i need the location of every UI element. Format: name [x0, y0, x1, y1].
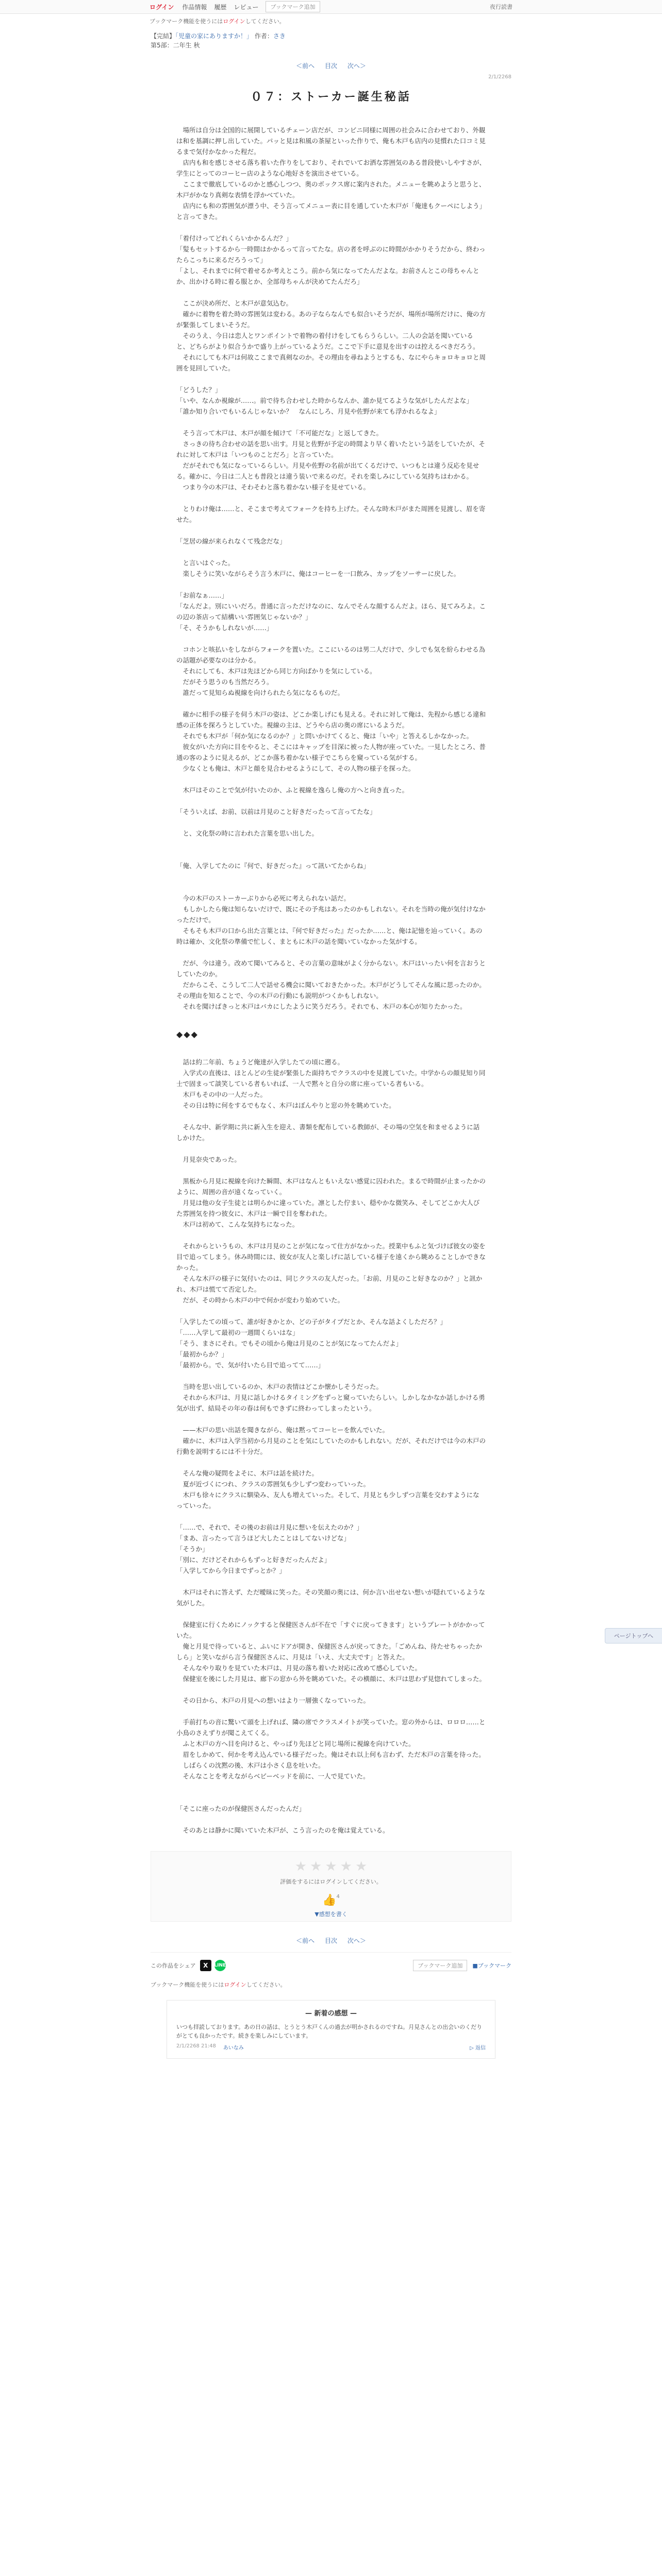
paragraph-gap [176, 1230, 486, 1241]
paragraph: だがそう思うのも当然だろう。 [176, 678, 273, 686]
paragraph: 「着付けってどれくらいかかるんだ？」 [176, 234, 293, 242]
paragraph-gap [176, 287, 486, 298]
next-link-bottom[interactable]: 次へ＞ [347, 1937, 366, 1944]
footer-bar [151, 1952, 511, 1971]
novel-meta [151, 31, 511, 50]
paragraph: そもそも木戸の口から出た言葉とは、『何で好きだった』だったか……と、俺は記憶を辿っていく。あの時は確か、文化祭の準備で忙しく、まともに木戸の話を聞いていなかった気がする。 [176, 927, 483, 945]
paragraph: もしかしたら俺は知らないだけで、既にその予兆はあったのかもしれない。それを当時の俺が気付けなかっただけで。 [176, 905, 486, 924]
paragraph: 「入学してから今日までずっとか？」 [176, 1567, 286, 1574]
paragraph: 確かに、木戸は入学当初から月見のことを気にしていたのかもしれない。だが、それだけでは今の木戸の行動を説明するには不十分だ。 [176, 1437, 486, 1455]
paragraph-gap [176, 1111, 486, 1122]
paragraph: さっきの待ち合わせの話を思い出す。月見と佐野が予定の時間より早く着いたという話をしていたが、それに対して木戸は「いつものことだろ」と言っていた。 [176, 440, 486, 459]
paragraph: 場所は自分は全国的に展開しているチェーン店だが、コンビニ同様に周囲の社会みに合わせており、外観は和を基調に押し出していた。パッと見は和風の茶屋といった作りで、俺も木戸も店内の見慣れた口コミ見るまで気付かなかった程だ。 [176, 126, 486, 156]
paragraph: 「まあ、言ったって言うほど大したことはしてないけどな」 [176, 1534, 351, 1542]
next-link[interactable]: 次へ＞ [347, 62, 366, 70]
paragraph: 木戸はそのことで気が付いたのか、ふと視線を逸らし俺の方へと向き直った。 [176, 786, 409, 794]
prev-link[interactable]: ＜前へ [296, 62, 315, 70]
paragraph: 手前打ちの音に驚いて頭を上げれば、隣の席でクラスメイトが笑っていた。窓の外からは、ロロロ……と小鳥のさえずりが聞こえてくる。 [176, 1718, 486, 1737]
paragraph: それからというもの、木戸は月見のことが気になって仕方がなかった。授業中もふと気づけば彼女の姿を目で追ってしまう。休み時間には、彼女が友人と楽しげに話している様子を遠くから眺めることしかできなかった。 [176, 1242, 486, 1272]
paragraph: 月見奈央であった。 [176, 1156, 241, 1163]
scene-separator: ◆◆◆ [176, 1029, 198, 1039]
nav-history[interactable]: 履歴 [214, 3, 227, 11]
paragraph: だからこそ、こうして二人で話せる機会に聞いておきたかった。木戸がどうしてそんな風に思ったのか。その理由を知ることで、今の木戸の行動にも説明がつくかもしれない。 [176, 981, 486, 999]
paragraph: 「最初からか？」 [176, 1350, 228, 1358]
paragraph: 木戸はそれに答えず、ただ曖昧に笑った。その笑顔の奥には、何か言い出せない想いが隠れているような気がした。 [176, 1588, 486, 1607]
paragraph: ——木戸の思い出話を聞きながら、俺は黙ってコーヒーを飲んでいた。 [176, 1426, 389, 1434]
star-icon[interactable]: ★ [325, 1859, 337, 1874]
line-share-icon[interactable]: LINE [214, 1960, 226, 1971]
star-icon[interactable]: ★ [310, 1859, 322, 1874]
paragraph: 「……で、それで、その後のお前は月見に想いを伝えたのか？」 [176, 1523, 363, 1531]
paragraph: 楽しそうに笑いながらそう言う木戸に、俺はコーヒーを一口飲み、カップをソーサーに戻した。 [176, 570, 460, 578]
latest-review-reply[interactable]: ▷ 返信 [470, 2045, 486, 2051]
page-top-button[interactable]: ページトップへ [605, 1628, 662, 1643]
paragraph: とりわけ俺は……と、そこまで考えてフォークを持ち上げた。そんな時木戸がまた周囲を見渡し、眉を寄せた。 [176, 505, 486, 523]
paragraph: そんなやり取りを見ていた木戸は、月見の落ち着いた対応に改めて感心していた。 [176, 1664, 422, 1672]
x-share-icon[interactable]: X [200, 1960, 211, 1971]
paragraph: そのうえ、今日は恋人とワンポイントで着物の着付けをしてもらうらしい。二人の会話を聞いていると、どちらがより似合うかで盛り上がっているようだ。ここで下手に意見を出すのは控えるべきだろう。 [176, 332, 479, 350]
thanks-button[interactable] [151, 1894, 511, 1907]
paragraph: 「芝居の線が来られなくて残念だな」 [176, 537, 286, 545]
paragraph-gap [176, 1414, 486, 1425]
paragraph: ここが決め所だ、と木戸が意気込む。 [176, 299, 293, 307]
author-label: 作者： [254, 32, 273, 40]
paragraph: そう言って木戸は、木戸が顔を傾けて「不可能だな」と返してきた。 [176, 429, 383, 437]
novel-body [151, 125, 511, 1836]
paragraph: それにしても、木戸は先ほどから同じ方向ばかりを気にしている。 [176, 667, 376, 675]
paragraph: 黒板から月見に視線を向けた瞬間、木戸はなんともいえない感覚に囚われた。まるで時間が止まったかのように、周囲の音が遠くなっていく。 [176, 1177, 486, 1196]
star-icon[interactable]: ★ [294, 1859, 307, 1874]
paragraph-gap [176, 1306, 486, 1316]
paragraph-gap [176, 1684, 486, 1695]
paragraph: だが、その時から木戸の中で何かが変わり始めていた。 [176, 1296, 344, 1304]
paragraph: そんな中、新学期に共に新入生を迎え、書類を配布している教師が、その場の空気を和ませるように話しかけた。 [176, 1123, 480, 1142]
paragraph-gap [176, 633, 486, 644]
rating-stars [151, 1859, 511, 1874]
paragraph-gap [176, 547, 486, 557]
paragraph-gap [176, 1608, 486, 1619]
share-label: この作品をシェア [151, 1962, 196, 1969]
paragraph: 保健室に行くためにノックすると保健医さんが不在で「すぐに戻ってきます」というプレートがかかっていた。 [176, 1621, 485, 1639]
prev-link-bottom[interactable]: ＜前へ [296, 1937, 315, 1944]
paragraph: 「別に、だけどそれからもずっと好きだったんだよ」 [176, 1556, 331, 1564]
pager-top [151, 61, 511, 70]
paragraph-gap [176, 817, 486, 828]
paragraph: 俺と月見で待っていると、ふいにドアが開き、保健医さんが戻ってきた。「ごめんね、待たせちゃったかしら」と笑いながら言う保健医さんに、月見は「いえ、大丈夫です」と答えた。 [176, 1642, 482, 1661]
paragraph: 眉をしかめて、何かを考え込んでいる様子だった。俺はそれ以上何も言わず、ただ木戸の言葉を待った。 [176, 1751, 485, 1758]
nav-work-info[interactable]: 作品情報 [182, 3, 207, 11]
paragraph-gap [176, 1143, 486, 1154]
write-review-link[interactable]: ▼感想を書く [315, 1911, 347, 1918]
paragraph: 「なんだよ。別にいいだろ。普通に言っただけなのに、なんでそんな顔するんだよ。ほら、見てみろよ。この辺の茶店って結構いい雰囲気じゃないか？」 [176, 602, 486, 621]
pager-bottom [151, 1936, 511, 1945]
paragraph: 夏が近づくにつれ、クラスの雰囲気も少しずつ変わっていった。 [176, 1480, 370, 1488]
paragraph: 保健室を後にした月見は、廊下の窓から外を眺めていた。その横顔に、木戸は思わず見惚れてしまった。 [176, 1675, 486, 1683]
paragraph-gap [176, 525, 486, 536]
latest-review-date: 2/1/2268 21:48 [176, 2043, 216, 2049]
paragraph: 入学式の直後は、ほとんどの生徒が緊張した面持ちでクラスの中を見渡していた。中学からの顔見知り同士で固まって談笑している者もいれば、一人で黙々と自分の席に座っている者もいる。 [176, 1069, 486, 1088]
toc-link[interactable]: 目次 [324, 62, 337, 70]
paragraph: しばらくの沈黙の後、木戸は小さく息を吐いた。 [176, 1761, 325, 1769]
notice-login-link[interactable]: ログイン [223, 18, 245, 25]
paragraph-gap [176, 1706, 486, 1717]
bookmark-add-button-bottom[interactable]: ブックマーク追加 [413, 1960, 467, 1971]
star-icon[interactable]: ★ [340, 1859, 352, 1874]
paragraph: コホンと咳払いをしながらフォークを置いた。ここにいるのは男二人だけで、少しでも気を紛らわせる為の話題が必要なのは分かる。 [176, 646, 486, 664]
paragraph: 「俺、入学してたのに『何で、好きだった』って訊いてたからね」 [176, 862, 370, 870]
paragraph: 「入学したての頃って、誰が好きかとか、どの子がタイプだとか、そんな話よくしただろ？」 [176, 1318, 447, 1326]
paragraph-gap [176, 1576, 486, 1587]
novel-title-link[interactable]: 「児童の家にありますか！」 [175, 32, 253, 40]
paragraph-gap [176, 947, 486, 958]
chapter-label: 第5部：二年生 秋 [151, 42, 200, 49]
paragraph: 木戸は初めて、こんな気持ちになった。 [176, 1221, 299, 1228]
paragraph-gap [176, 1782, 486, 1803]
paragraph-gap [176, 417, 486, 428]
paragraph: その日から、木戸の月見への想いはより一層強くなっていった。 [176, 1697, 370, 1704]
latest-review-title: — 新着の感想 — [305, 2010, 357, 2018]
star-icon[interactable]: ★ [355, 1859, 368, 1874]
paragraph: と、文化祭の時に言われた言葉を思い出した。 [176, 829, 319, 837]
paragraph: 「髪もセットするから一時間はかかるって言ってたな。店の者を呼ぶのに時間がかかりそうだから、終わったらこっちに来るだろうって」 [176, 245, 486, 264]
bookmark-notice-bottom: ブックマーク機能を使うにはログインしてください。 [151, 1981, 286, 1988]
paragraph: それを聞けばきっと木戸はバカにしたように笑うだろう。それでも、木戸の本心が知りたかった。 [176, 1003, 467, 1010]
rating-note: 評価をするにはログインしてください。 [280, 1878, 382, 1885]
paragraph-gap [176, 493, 486, 503]
paragraph: 「……入学して最初の一週間くらいはな」 [176, 1329, 299, 1336]
paragraph-gap [176, 1370, 486, 1381]
bookmark-link[interactable]: ■ブックマーク [472, 1962, 511, 1969]
top-bar [0, 0, 662, 14]
paragraph-gap [176, 774, 486, 785]
paragraph: 木戸も徐々にクラスに馴染み、友人も増えていった。そして、月見とも少しずつ言葉を交わすようになっていった。 [176, 1491, 479, 1510]
paragraph: つまり今の木戸は、そわそわと落ち着かない様子を見せている。 [176, 483, 370, 491]
login-link[interactable]: ログイン [150, 3, 174, 11]
paragraph: その日は特に何をするでもなく、木戸はぼんやりと窓の外を眺めていた。 [176, 1101, 395, 1109]
paragraph-gap [176, 1511, 486, 1522]
paragraph: だがそれでも気になっているらしい。月見や佐野の名前が出てくるだけで、いつもとは違う反応を見せる。確かに、今日は二人とも普段とは違う装いで来るのだ。それを楽しみにしている気持ちはわかる。 [176, 462, 479, 480]
paragraph: 「そ、そうかもしれないが……」 [176, 624, 273, 632]
post-date: 2/1/2268 [488, 74, 511, 80]
paragraph: そんな木戸の様子に気付いたのは、同じクラスの友人だった。「お前、月見のこと好きなのか？」と訊かれ、木戸は慌てて否定した。 [176, 1275, 483, 1293]
paragraph: 「そういえば、お前、以前は月見のこと好きだったって言ってたな」 [176, 808, 376, 816]
paragraph-gap [176, 1457, 486, 1468]
main-content [151, 31, 511, 1945]
latest-review-text: いつも拝読しております。あの日の話は、とうとう木戸くんの過去が明かされるのですね。月見さんとの出会いのくだりがとても良かったです。続きを楽しみにしています。 [176, 2024, 483, 2039]
paragraph-gap [176, 222, 486, 233]
bookmark-notice: ブックマーク機能を使うにはログインしてください。 [150, 18, 285, 25]
thumbs-up-icon: 👍 [322, 1894, 337, 1907]
author-link[interactable]: さき [273, 32, 286, 40]
paragraph: 木戸もその中の一人だった。 [176, 1091, 267, 1098]
paragraph-gap [176, 1165, 486, 1176]
paragraph: だが、今は違う。改めて聞いてみると、その言葉の意味がよく分からない。木戸はいったい何を言おうとしていたのか。 [176, 959, 486, 978]
chapter-title: ０７：ストーカー誕生秘話 [251, 91, 411, 104]
paragraph: 誰だって見知らぬ視線を向けられたら気になるものだ。 [176, 689, 344, 697]
paragraph-gap [176, 871, 486, 893]
paragraph: 月見は他の女子生徒とは明らかに違っていた。凛とした佇まい、穏やかな微笑み、そしてどこか大人びた雰囲気を持つ彼女に、木戸は一瞬で目を奪われた。 [176, 1199, 480, 1217]
paragraph: と言いはぐった。 [176, 559, 235, 567]
thanks-count: 4 [336, 1894, 340, 1900]
paragraph: 「そうか」 [176, 1545, 209, 1553]
paragraph: 今の木戸のストーカーぶりから必死に考えられない話だ。 [176, 894, 351, 902]
paragraph: 「お前なぁ……」 [176, 591, 228, 599]
paragraph: それでも木戸が「何か気になるのか？」と問いかけてくると、俺は「いや」と答えるしかなかった。 [176, 732, 473, 740]
paragraph-gap [176, 374, 486, 384]
paragraph: そんなことを考えながらベビーベッドを前に、一人で見ていた。 [176, 1772, 370, 1780]
paragraph: 「よし、それまでに何で着せるか考えとこう。前から気になってたんだよな。お前さんとこの母ちゃんとか、出かける時に着る服とか、全部母ちゃんが決めてたんだろ」 [176, 267, 479, 285]
paragraph: 確かに相手の様子を伺う木戸の姿は、どこか楽しげにも見える。それに対して俺は、先程から感じる違和感の正体を探ろうとしていた。視線の主は、どうやら店の奥の席にいるようだ。 [176, 710, 486, 729]
paragraph: 少なくとも俺は、木戸と顔を見合わせるようにして、その人物の様子を探った。 [176, 765, 415, 772]
title-label: 【完結】 [151, 32, 176, 40]
paragraph-gap [176, 1814, 486, 1825]
reading-mode-link[interactable]: 夜行読書 [490, 4, 512, 10]
paragraph-gap [176, 579, 486, 590]
paragraph: 彼女がいた方向に目をやると、そこにはキャップを目深に被った人物が座っていた。一見したところ、普通の客のように見えるが、どこか落ち着かない様子でこちらを窺っている気がする。 [176, 743, 486, 761]
latest-review-box [167, 2000, 495, 2059]
paragraph: 「そこに座ったのが保健医さんだったんだ」 [176, 1805, 306, 1812]
bookmark-add-button[interactable]: ブックマーク追加 [266, 1, 320, 12]
toc-link-bottom[interactable]: 目次 [324, 1937, 337, 1944]
paragraph: そんな俺の疑問をよそに、木戸は話を続けた。 [176, 1469, 319, 1477]
paragraph: 「いや、なんか視線が……。前で待ち合わせした時からなんか、誰か見てるような気がしたんだよな」 [176, 397, 473, 404]
paragraph: 店内にも和の雰囲気が漂う中、そう言ってメニュー表に目を通していた木戸が「俺達もクーペにしよう」と言ってきた。 [176, 202, 486, 221]
paragraph-gap [176, 795, 486, 806]
notice-login-link-bottom[interactable]: ログイン [224, 1981, 246, 1988]
paragraph: 当時を思い出しているのか、木戸の表情はどこか懐かしそうだった。 [176, 1383, 383, 1391]
paragraph: それにしても木戸は何故ここまで真剣なのか。その理由を尋ねようとするも、なにやらキョロキョロと周囲を見回していた。 [176, 353, 486, 372]
nav-review[interactable]: レビュー [234, 3, 259, 11]
paragraph: 確かに着物を着た時の雰囲気は変わる。あの子ならなんでも似合いそうだが、場所が場所だけに、俺の方が緊張してしまいそうだ。 [176, 310, 486, 329]
paragraph: 話は約二年前、ちょうど俺達が入学したての頃に遡る。 [176, 1058, 344, 1066]
paragraph-gap [176, 698, 486, 709]
paragraph: 「誰か知り合いでもいるんじゃないか？ なんにしろ、月見や佐野が来ても浮かれるなよ」 [176, 408, 441, 415]
paragraph: ここまで徹底しているのかと感心しつつ、奥のボックス席に案内された。メニューを眺めようと思うと、木戸がかなり真剣な表情を浮かべていた。 [176, 180, 486, 199]
paragraph: 「そう、まさにそれ。でもその頃から俺は月見のことが気になってたんだよ」 [176, 1340, 403, 1347]
paragraph: 店内も和を感じさせる落ち着いた作りをしており、それでいてお洒な雰囲気のある普段使いしやすさが、学生にとってのコーヒー店のような心地好さを演出させている。 [176, 159, 486, 177]
paragraph: そのあとは静かに聞いていた木戸が、こう言ったのを俺は覚えている。 [176, 1826, 389, 1834]
latest-review-author[interactable]: あいなみ [223, 2045, 244, 2051]
paragraph: 「どうした？」 [176, 386, 222, 394]
paragraph: 「最初から。で、気が付いたら目で追ってて……」 [176, 1361, 325, 1369]
paragraph: それから木戸は、月見に話しかけるタイミングをずっと窺っていたらしい。しかしなかなか話しかける勇気が出ず、結局その年の春は何もできずに終わってしまったという。 [176, 1394, 485, 1412]
paragraph: ふと木戸の方へ目を向けると、やっぱり先ほどと同じ場所に視線を向けていた。 [176, 1740, 415, 1748]
paragraph-gap [176, 839, 486, 860]
rating-box [151, 1851, 511, 1922]
